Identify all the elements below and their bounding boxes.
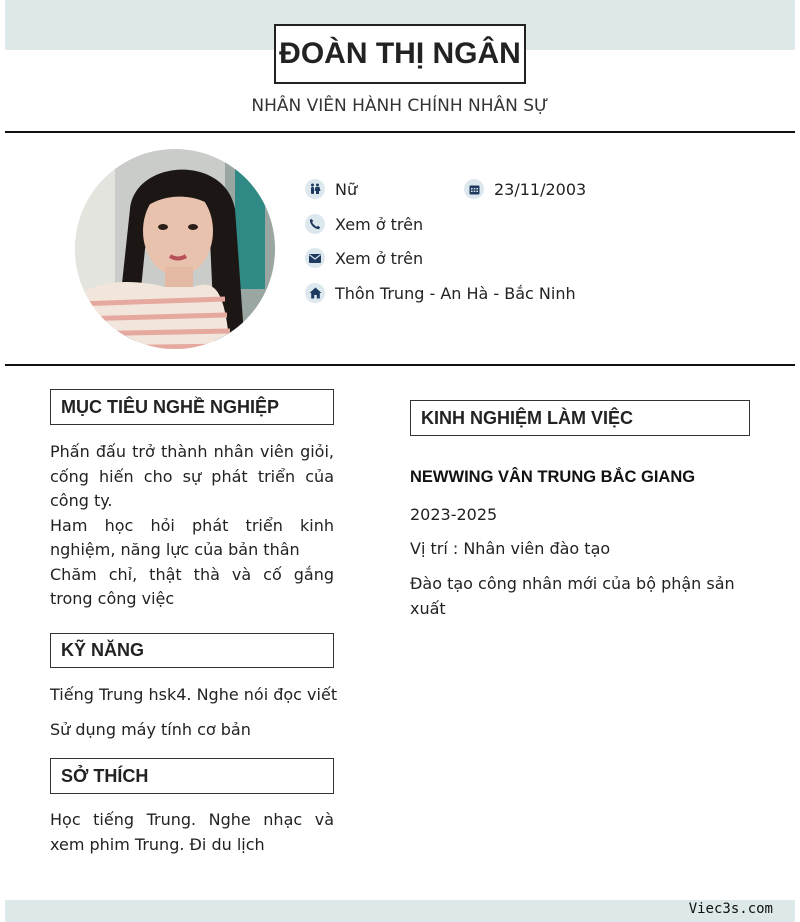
hobbies-text: Học tiếng Trung. Nghe nhạc và xem phim Trung. Đi du lịch <box>50 810 334 854</box>
phone-value: Xem ở trên <box>335 214 424 234</box>
skill-item: Tiếng Trung hsk4. Nghe nói đọc viết <box>50 685 338 704</box>
home-icon <box>305 283 325 303</box>
skills-heading: KỸ NĂNG <box>50 633 334 668</box>
experience-heading: KINH NGHIỆM LÀM VIỆC <box>410 400 750 436</box>
work-description: Đào tạo công nhân mới của bộ phận sản xuất <box>410 574 735 618</box>
avatar-photo <box>75 149 275 349</box>
divider-middle <box>5 364 795 366</box>
work-period: 2023-2025 <box>410 505 498 524</box>
gender-icon <box>305 179 325 199</box>
skill-item: Sử dụng máy tính cơ bản <box>50 720 251 739</box>
address-row <box>305 283 576 303</box>
footer-band <box>5 900 795 922</box>
objective-text: Phấn đấu trở thành nhân viên giỏi, cống hiến cho sự phát triển của công ty. Ham học hỏi phát triển kinh nghiệm, năng lực của bản thân Chăm chỉ, thật thà và cố gắng trong công việc <box>50 442 334 608</box>
objective-heading: MỤC TIÊU NGHỀ NGHIỆP <box>50 389 334 425</box>
phone-icon <box>305 214 325 234</box>
email-row <box>305 248 423 268</box>
email-value: Xem ở trên <box>335 248 424 268</box>
work-position: Vị trí : Nhân viên đào tạo <box>410 539 611 558</box>
email-icon <box>305 248 325 268</box>
site-watermark[interactable]: Viec3s.com <box>688 901 773 917</box>
gender-value: Nữ <box>335 179 358 199</box>
calendar-icon <box>464 179 484 199</box>
candidate-name: ĐOÀN THỊ NGÂN <box>274 24 526 84</box>
birthdate-row <box>464 179 586 199</box>
phone-row <box>305 214 423 234</box>
address-value: Thôn Trung - An Hà - Bắc Ninh <box>335 283 576 303</box>
company-name: NEWWING VÂN TRUNG BẮC GIANG <box>410 468 696 486</box>
gender-row <box>305 179 357 199</box>
birthdate-value: 23/11/2003 <box>494 179 587 199</box>
hobbies-heading: SỞ THÍCH <box>50 758 334 794</box>
job-title: NHÂN VIÊN HÀNH CHÍNH NHÂN SỰ <box>251 96 549 116</box>
divider-top <box>5 131 795 133</box>
